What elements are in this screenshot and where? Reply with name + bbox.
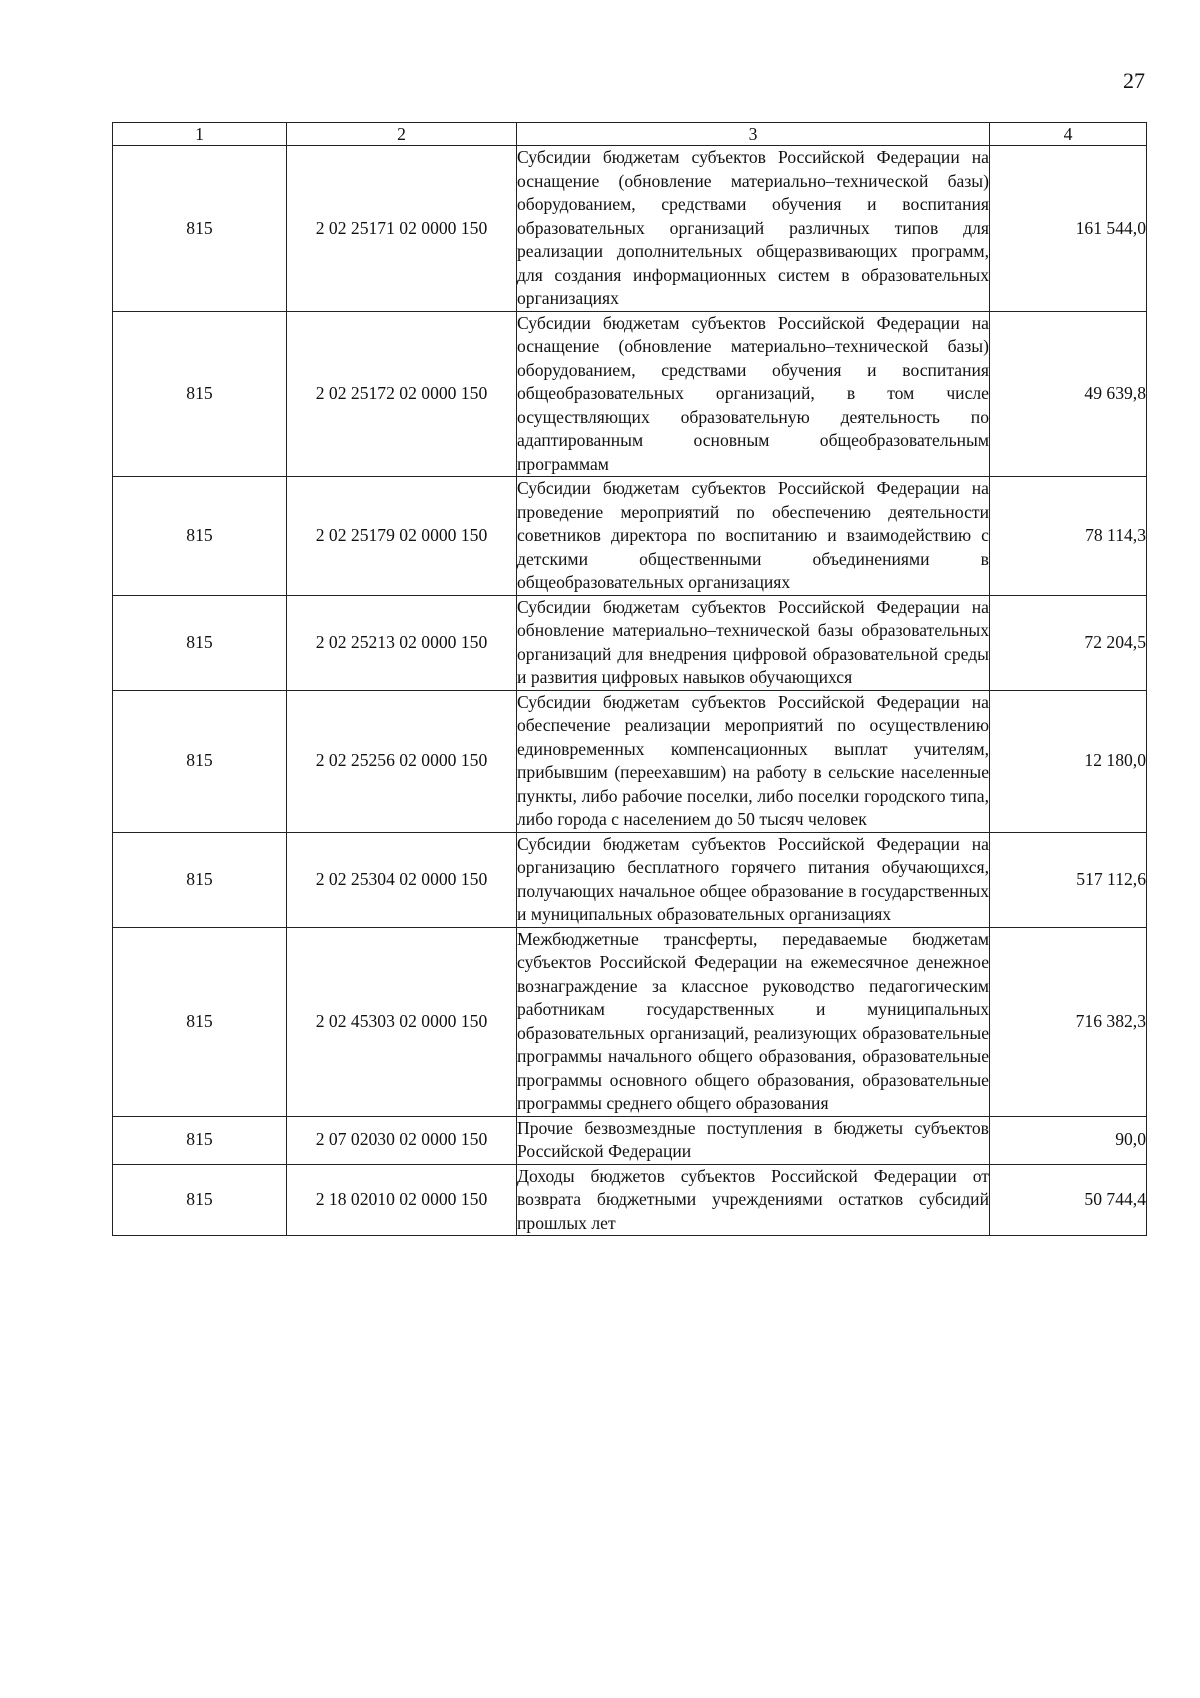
budget-code-cell: 2 18 02010 02 0000 150: [287, 1164, 517, 1236]
header-col-2: 2: [287, 123, 517, 146]
description-cell: Субсидии бюджетам субъектов Российской Федерации на проведение мероприятий по обеспечению деятельности советников директора по воспитанию и взаимодействию с детскими общественными объединениями в общеобразовательных организациях: [517, 477, 990, 596]
description-cell: Субсидии бюджетам субъектов Российской Федерации на оснащение (обновление материально–технической базы) оборудованием, средствами обучения и воспитания образовательных организаций различных типов для реализации дополнительных общеразвивающих программ, для создания информационных систем в образовательных организациях: [517, 146, 990, 312]
page-number: 27: [1123, 68, 1145, 93]
amount-cell: 72 204,5: [990, 595, 1147, 690]
description-cell: Доходы бюджетов субъектов Российской Федерации от возврата бюджетными учреждениями остатков субсидий прошлых лет: [517, 1164, 990, 1236]
table-row: [113, 311, 1147, 477]
table-row: [113, 927, 1147, 1116]
budget-code-cell: 2 07 02030 02 0000 150: [287, 1116, 517, 1164]
budget-code-cell: 2 02 25213 02 0000 150: [287, 595, 517, 690]
budget-code-cell: 2 02 25304 02 0000 150: [287, 832, 517, 927]
table-header-row: [113, 123, 1147, 146]
budget-code-cell: 2 02 25179 02 0000 150: [287, 477, 517, 596]
description-cell: Субсидии бюджетам субъектов Российской Федерации на обновление материально–технической базы образовательных организаций для внедрения цифровой образовательной среды и развития цифровых навыков обучающихся: [517, 595, 990, 690]
budget-code-cell: 2 02 25171 02 0000 150: [287, 146, 517, 312]
amount-cell: 517 112,6: [990, 832, 1147, 927]
description-cell: Субсидии бюджетам субъектов Российской Федерации на организацию бесплатного горячего питания обучающихся, получающих начальное общее образование в государственных и муниципальных образовательных организациях: [517, 832, 990, 927]
amount-cell: 90,0: [990, 1116, 1147, 1164]
description-cell: Субсидии бюджетам субъектов Российской Федерации на обеспечение реализации мероприятий по осуществлению единовременных компенсационных выплат учителям, прибывшим (переехавшим) на работу в сельские населенные пункты, либо рабочие поселки, либо поселки городского типа, либо города с населением до 50 тысяч человек: [517, 690, 990, 832]
budget-code-cell: 2 02 25256 02 0000 150: [287, 690, 517, 832]
admin-code-cell: 815: [113, 595, 287, 690]
description-cell: Межбюджетные трансферты, передаваемые бюджетам субъектов Российской Федерации на ежемесячное денежное вознаграждение за классное руководство педагогическим работникам государственных и муниципальных образовательных организаций, реализующих образовательные программы начального общего образования, образовательные программы основного общего образования, образовательные программы среднего общего образования: [517, 927, 990, 1116]
budget-revenue-table: [112, 122, 1147, 1236]
admin-code-cell: 815: [113, 832, 287, 927]
table-row: [113, 595, 1147, 690]
admin-code-cell: 815: [113, 690, 287, 832]
budget-code-cell: 2 02 45303 02 0000 150: [287, 927, 517, 1116]
header-col-1: 1: [113, 123, 287, 146]
admin-code-cell: 815: [113, 1116, 287, 1164]
admin-code-cell: 815: [113, 477, 287, 596]
amount-cell: 716 382,3: [990, 927, 1147, 1116]
amount-cell: 161 544,0: [990, 146, 1147, 312]
table-row: [113, 832, 1147, 927]
amount-cell: 49 639,8: [990, 311, 1147, 477]
amount-cell: 78 114,3: [990, 477, 1147, 596]
amount-cell: 12 180,0: [990, 690, 1147, 832]
admin-code-cell: 815: [113, 927, 287, 1116]
table-row: [113, 1164, 1147, 1236]
description-cell: Субсидии бюджетам субъектов Российской Федерации на оснащение (обновление материально–технической базы) оборудованием, средствами обучения и воспитания общеобразовательных организаций, в том числе осуществляющих образовательную деятельность по адаптированным основным общеобразовательным программам: [517, 311, 990, 477]
table-row: [113, 1116, 1147, 1164]
header-col-3: 3: [517, 123, 990, 146]
admin-code-cell: 815: [113, 311, 287, 477]
table-row: [113, 690, 1147, 832]
table-row: [113, 477, 1147, 596]
admin-code-cell: 815: [113, 146, 287, 312]
budget-code-cell: 2 02 25172 02 0000 150: [287, 311, 517, 477]
description-cell: Прочие безвозмездные поступления в бюджеты субъектов Российской Федерации: [517, 1116, 990, 1164]
amount-cell: 50 744,4: [990, 1164, 1147, 1236]
header-col-4: 4: [990, 123, 1147, 146]
table-row: [113, 146, 1147, 312]
admin-code-cell: 815: [113, 1164, 287, 1236]
